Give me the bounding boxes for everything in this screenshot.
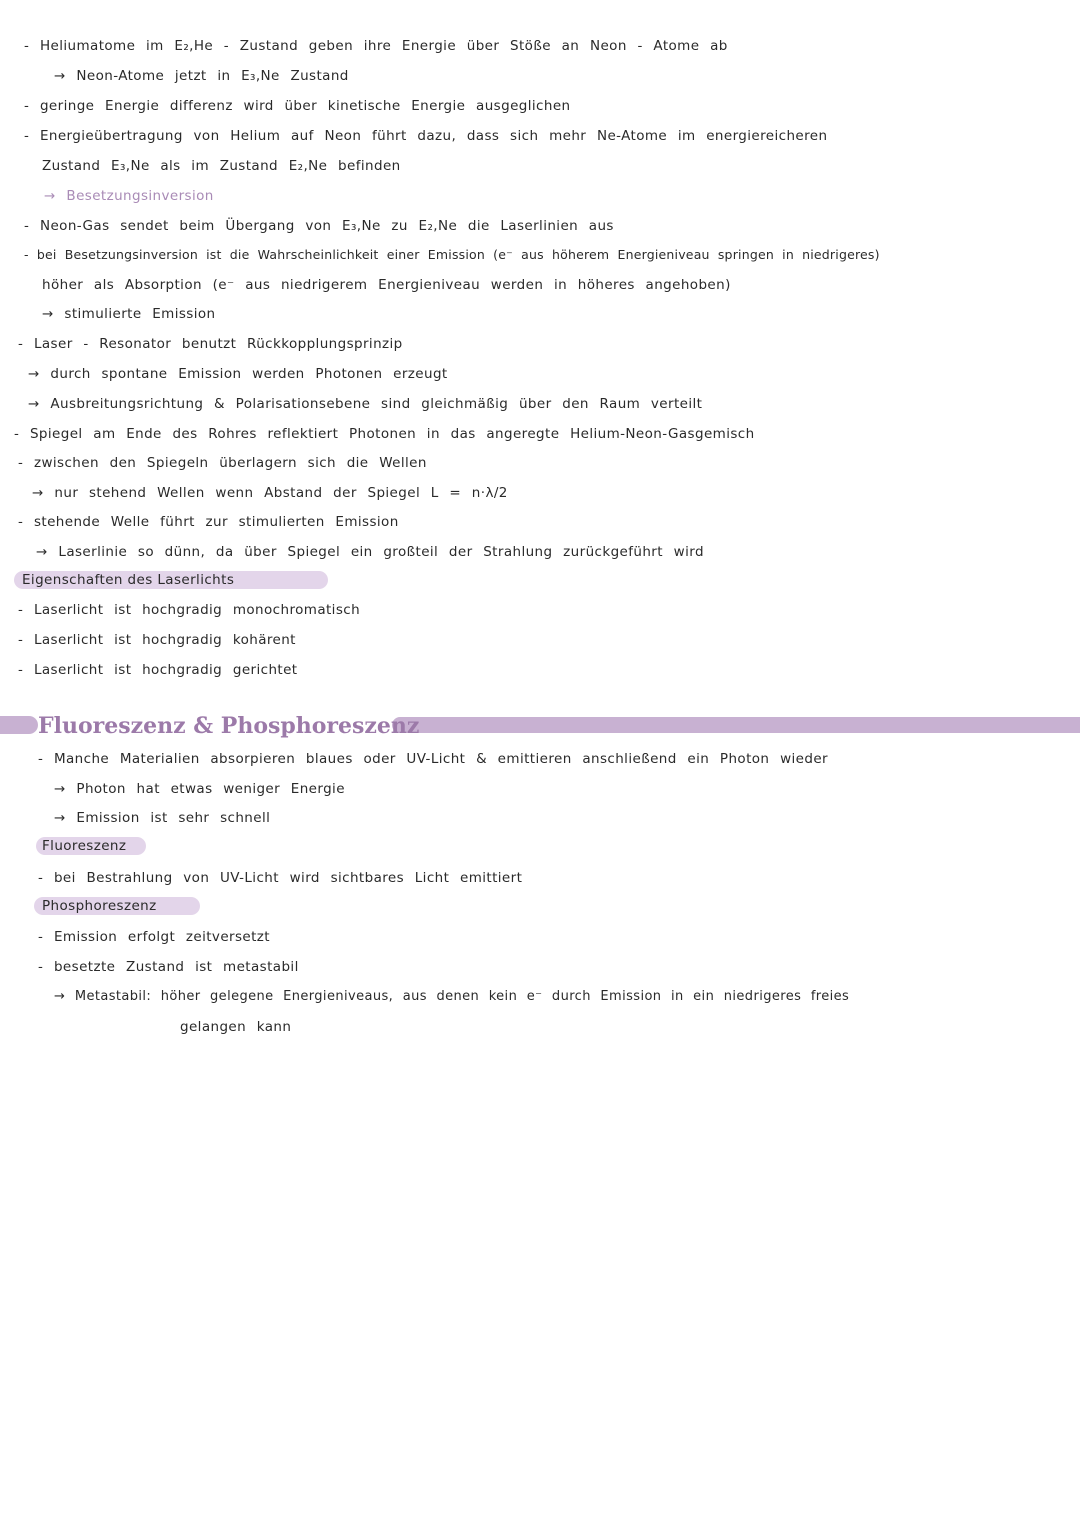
heading-laser-properties: Eigenschaften des Laserlichts	[22, 572, 235, 588]
note-line: höher als Absorption (e⁻ aus niedrigerem Energieniveau werden in höheres angehoben)	[42, 277, 731, 293]
note-line: - Spiegel am Ende des Rohres reflektiert Photonen in das angeregte Helium-Neon-Gasgemisch	[14, 426, 755, 442]
note-line: - besetzte Zustand ist metastabil	[38, 959, 299, 975]
section-band-left	[0, 716, 38, 734]
note-line: gelangen kann	[180, 1019, 292, 1035]
note-line: → Photon hat etwas weniger Energie	[54, 781, 345, 797]
note-line-highlight: → Besetzungsinversion	[44, 188, 214, 204]
note-line: - bei Bestrahlung von UV-Licht wird sichtbares Licht emittiert	[38, 870, 523, 886]
note-line: → durch spontane Emission werden Photonen erzeugt	[28, 366, 448, 382]
note-line: - bei Besetzungsinversion ist die Wahrscheinlichkeit einer Emission (e⁻ aus höherem Energieniveau springen in niedrigeres)	[24, 247, 880, 262]
note-line: - Manche Materialien absorpieren blaues oder UV-Licht & emittieren anschließend ein Photon wieder	[38, 751, 828, 767]
note-line: - stehende Welle führt zur stimulierten Emission	[18, 514, 399, 530]
note-line: - geringe Energie differenz wird über kinetische Energie ausgeglichen	[24, 98, 571, 114]
section-band-right	[392, 717, 1080, 733]
note-line: - Heliumatome im E₂,He - Zustand geben ihre Energie über Stöße an Neon - Atome ab	[24, 38, 728, 54]
note-line: - Laserlicht ist hochgradig gerichtet	[18, 662, 298, 678]
note-line: → Emission ist sehr schnell	[54, 810, 271, 826]
heading-phosphoreszenz: Phosphoreszenz	[42, 898, 157, 914]
note-line: - Laser - Resonator benutzt Rückkopplungsprinzip	[18, 336, 403, 352]
note-line: → Ausbreitungsrichtung & Polarisationsebene sind gleichmäßig über den Raum verteilt	[28, 396, 703, 412]
note-line: - zwischen den Spiegeln überlagern sich die Wellen	[18, 455, 427, 471]
note-line: → Laserlinie so dünn, da über Spiegel ein großteil der Strahlung zurückgeführt wird	[36, 544, 704, 560]
note-line: → stimulierte Emission	[42, 306, 216, 322]
heading-fluoreszenz: Fluoreszenz	[42, 838, 127, 854]
note-line: - Energieübertragung von Helium auf Neon führt dazu, dass sich mehr Ne-Atome im energiereicheren	[24, 128, 828, 144]
note-line: - Laserlicht ist hochgradig kohärent	[18, 632, 296, 648]
note-line: Zustand E₃,Ne als im Zustand E₂,Ne befinden	[42, 158, 401, 174]
section-title: Fluoreszenz & Phosphoreszenz	[38, 713, 420, 739]
note-line: - Laserlicht ist hochgradig monochromatisch	[18, 602, 361, 618]
note-line: - Neon-Gas sendet beim Übergang von E₃,Ne zu E₂,Ne die Laserlinien aus	[24, 218, 614, 234]
note-line: → Neon-Atome jetzt in E₃,Ne Zustand	[54, 68, 349, 84]
note-line: → nur stehend Wellen wenn Abstand der Spiegel L = n·λ/2	[32, 485, 508, 501]
note-line: → Metastabil: höher gelegene Energieniveaus, aus denen kein e⁻ durch Emission in ein niedrigeres freies	[54, 989, 850, 1004]
note-line: - Emission erfolgt zeitversetzt	[38, 929, 270, 945]
